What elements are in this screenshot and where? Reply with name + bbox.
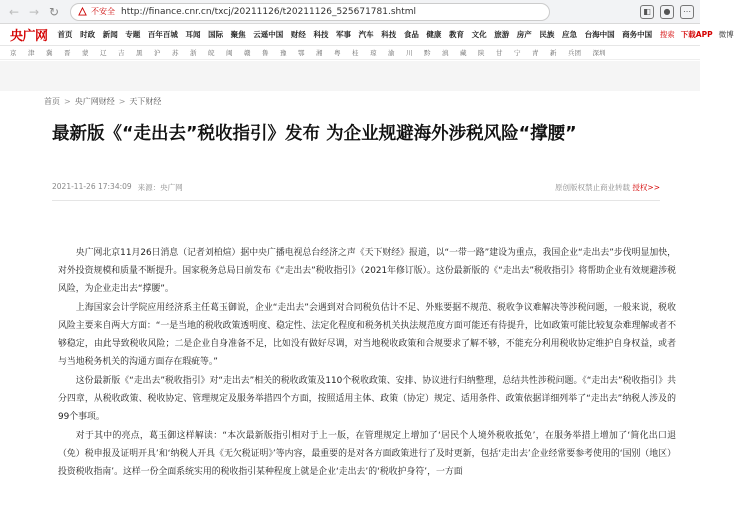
- nav-item[interactable]: 耳闻: [185, 30, 201, 39]
- nav-item[interactable]: 首页: [57, 30, 73, 39]
- publish-date: 2021-11-26 17:34:09: [52, 182, 132, 191]
- nav-item[interactable]: 文化: [471, 30, 487, 39]
- region-link[interactable]: 川: [406, 49, 413, 57]
- menu-icon[interactable]: ⋯: [680, 5, 694, 19]
- security-warning[interactable]: 不安全: [91, 7, 115, 16]
- nav-item[interactable]: 旅游: [494, 30, 510, 39]
- region-link[interactable]: 津: [28, 49, 35, 57]
- extensions-icon[interactable]: ◧: [640, 5, 654, 19]
- region-link[interactable]: 黔: [424, 49, 431, 57]
- region-link[interactable]: 渝: [388, 49, 395, 57]
- nav-item[interactable]: 军事: [336, 30, 352, 39]
- ad-banner-area: [0, 61, 700, 91]
- url-text[interactable]: http://finance.cnr.cn/txcj/20211126/t20211126_525671781.shtml: [121, 6, 417, 17]
- nav-item[interactable]: 科技: [381, 30, 397, 39]
- article-paragraph: 上海国家会计学院应用经济系主任葛玉御说，企业“走出去”会遇到对合同税负估计不足、外账要据不规范、税收争议难解决等涉税问题，一般来说，税收风险主要来自两大方面：“一是当地的税收政策透明度、稳定性、法定化程度和税务机关执法规范度方面可能还有待提升，比如政策可能比较复杂难理解或者不够稳定，由此导致税收风险；二是企业自身准备不足，比如没有做好尽调，对当地税收政策和合规要求了解不够，不能充分利用税收协定维护自身权益，或者与当地税务机关的沟通方面存在瑕疵等。”: [58, 303, 676, 367]
- region-link[interactable]: 晋: [64, 49, 71, 57]
- region-link[interactable]: 深圳: [592, 49, 606, 57]
- nav-item[interactable]: 食品: [403, 30, 419, 39]
- region-link[interactable]: 浙: [190, 49, 197, 57]
- region-link[interactable]: 青: [532, 49, 539, 57]
- nav-item[interactable]: 时政: [80, 30, 96, 39]
- nav-item[interactable]: 国际: [208, 30, 224, 39]
- region-link[interactable]: 桂: [352, 49, 359, 57]
- divider: [52, 200, 660, 201]
- region-link[interactable]: 鲁: [262, 49, 269, 57]
- profile-icon[interactable]: ●: [660, 5, 674, 19]
- nav-item[interactable]: 民族: [539, 30, 555, 39]
- region-link[interactable]: 冀: [46, 49, 53, 57]
- region-link[interactable]: 滇: [442, 49, 449, 57]
- region-link[interactable]: 沪: [154, 49, 161, 57]
- region-link[interactable]: 湘: [316, 49, 323, 57]
- region-link[interactable]: 蒙: [82, 49, 89, 57]
- nav-item[interactable]: 教育: [449, 30, 465, 39]
- region-link[interactable]: 豫: [280, 49, 287, 57]
- download-app-link[interactable]: 下载APP: [680, 30, 713, 39]
- region-link[interactable]: 黑: [136, 49, 143, 57]
- site-logo[interactable]: 央广网: [10, 29, 48, 44]
- nav-item[interactable]: 聚焦: [230, 30, 246, 39]
- region-link[interactable]: 苏: [172, 49, 179, 57]
- region-link[interactable]: 闽: [226, 49, 233, 57]
- nav-item[interactable]: 财经: [290, 30, 306, 39]
- article-paragraph: 央广网北京11月26日消息（记者刘柏煊）据中央广播电视总台经济之声《天下财经》报道，以“一带一路”建设为重点，我国企业“走出去”步伐明显加快，对外投资规模和质量不断提升。国家税务总局日前发布《“走出去”税收指引》（2021年修订版）。这份最新版的《“走出去”税收指引》将帮助企业有效规避涉税风险，为企业走出去“撑腰”。: [58, 248, 676, 294]
- nav-item[interactable]: 云遥中国: [253, 30, 284, 39]
- article-title: 最新版《“走出去”税收指引》发布 为企业规避海外涉税风险“撑腰”: [52, 124, 577, 144]
- region-link[interactable]: 甘: [496, 49, 503, 57]
- region-link[interactable]: 陕: [478, 49, 485, 57]
- back-icon[interactable]: ←: [8, 4, 20, 19]
- nav-item[interactable]: 健康: [426, 30, 442, 39]
- forward-icon[interactable]: →: [28, 4, 40, 19]
- nav-item[interactable]: 科技: [313, 30, 329, 39]
- article-body: [58, 244, 676, 482]
- breadcrumb-separator: >: [64, 97, 71, 106]
- region-link[interactable]: 赣: [244, 49, 251, 57]
- region-link[interactable]: 琼: [370, 49, 377, 57]
- article-paragraph: 这份最新版《“走出去”税收指引》对“走出去”相关的税收政策及110个税收政策、安排、协议进行归纳整理，总结共性涉税问题。《“走出去”税收指引》共分四章，从税收政策、税收协定、管理规定及服务举措四个方面，按照适用主体、政策（协定）规定、适用条件、政策依据详细列举了“走出去”纳税人涉及的99个事项。: [58, 376, 676, 422]
- region-link[interactable]: 兵团: [568, 49, 581, 57]
- nav-item[interactable]: 新闻: [102, 30, 118, 39]
- breadcrumb-world-finance[interactable]: 天下财经: [129, 97, 162, 106]
- nav-item[interactable]: 汽车: [358, 30, 374, 39]
- browser-toolbar: [0, 0, 700, 24]
- region-link[interactable]: 藏: [460, 49, 467, 57]
- source-label: 来源：: [137, 183, 161, 192]
- reload-icon[interactable]: ↻: [48, 4, 60, 19]
- nav-item[interactable]: 房产: [516, 30, 532, 39]
- nav-item[interactable]: 百年百城: [147, 30, 178, 39]
- copyright-note: 原创版权禁止商业转载: [555, 183, 631, 192]
- region-link[interactable]: 宁: [514, 49, 521, 57]
- not-secure-icon[interactable]: [77, 7, 87, 17]
- region-links: [0, 46, 700, 60]
- region-link[interactable]: 新: [550, 49, 557, 57]
- breadcrumb-home[interactable]: 首页: [44, 97, 60, 106]
- region-link[interactable]: 辽: [100, 49, 107, 57]
- region-link[interactable]: 粤: [334, 49, 341, 57]
- nav-item[interactable]: 应急: [561, 30, 577, 39]
- region-link[interactable]: 京: [10, 49, 17, 57]
- nav-item[interactable]: 商务中国: [622, 30, 653, 39]
- region-link[interactable]: 皖: [208, 49, 215, 57]
- source-name: 央广网: [160, 183, 183, 192]
- authorization-link[interactable]: 授权>>: [632, 183, 660, 192]
- weibo-link[interactable]: 微博: [718, 30, 734, 39]
- nav-items: [58, 29, 660, 40]
- breadcrumb-finance[interactable]: 央广网财经: [74, 97, 115, 106]
- breadcrumb-separator: >: [118, 97, 126, 106]
- nav-item[interactable]: 台海中国: [584, 30, 615, 39]
- article-paragraph: 对于其中的亮点，葛玉御这样解读：“本次最新版指引相对于上一版，在管理规定上增加了‘居民个人境外税收抵免’，在服务举措上增加了‘简化出口退（免）税申报及证明开具’和‘纳税人开具《无欠税证明》’等内容，最重要的是对各方面政策进行了及时更新，包括‘走出去’企业经常要参考使用的‘国别（地区）投资税收指南’。这样一份全面系统实用的税收指引某种程度上就是企业‘走出去’的‘税收护身符’，一方面: [58, 431, 676, 477]
- site-nav: [0, 24, 734, 46]
- address-bar[interactable]: [70, 3, 550, 21]
- breadcrumb: [44, 96, 161, 107]
- nav-item[interactable]: 专题: [125, 30, 141, 39]
- region-link[interactable]: 吉: [118, 49, 125, 57]
- article-meta: [52, 182, 660, 193]
- search-link[interactable]: 搜索: [659, 30, 675, 39]
- region-link[interactable]: 鄂: [298, 49, 305, 57]
